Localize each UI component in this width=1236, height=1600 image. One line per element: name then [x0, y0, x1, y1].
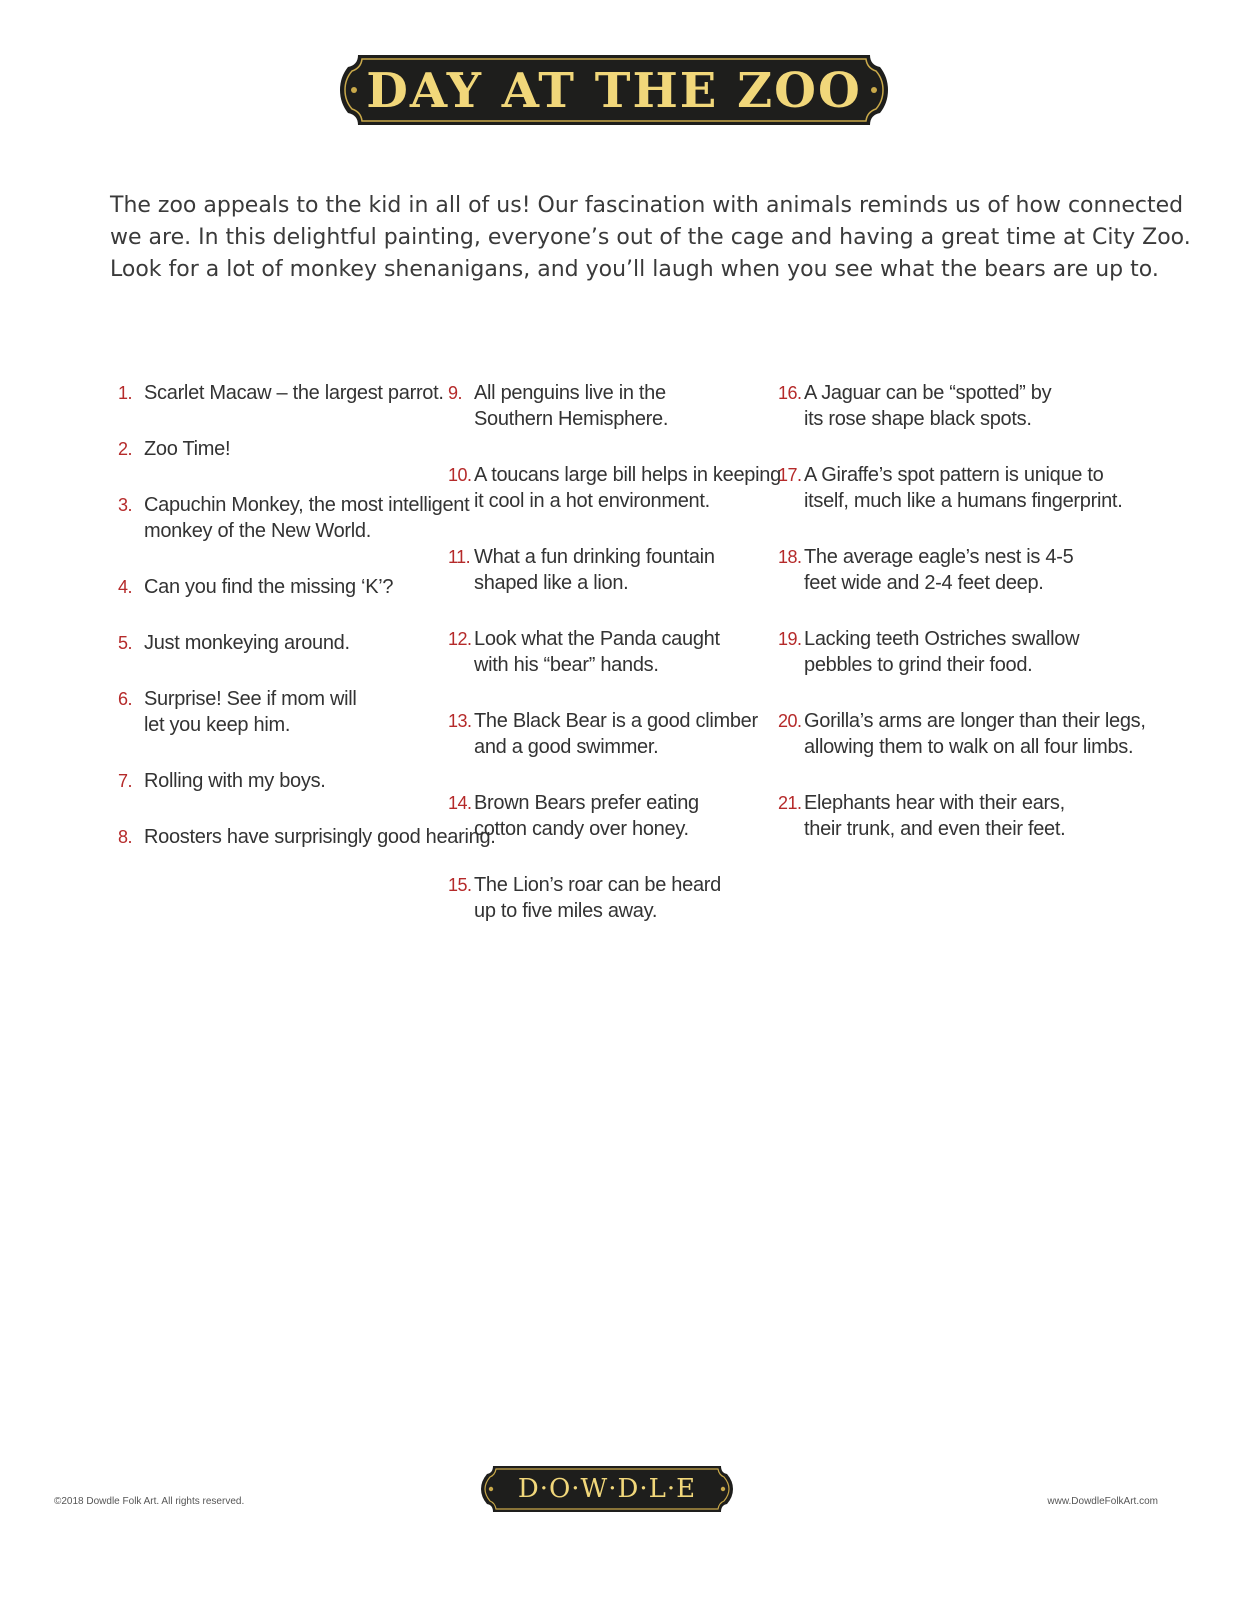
fact-number: 4. [118, 577, 133, 597]
fact-text: Capuchin Monkey, the most intelligent [144, 494, 470, 516]
fact-text: Brown Bears prefer eating [474, 792, 699, 814]
fact-text: let you keep him. [144, 714, 291, 736]
fact-text: The average eagle’s nest is 4-5 [804, 546, 1074, 568]
fact-item-3 [118, 492, 470, 544]
fact-number: 13. [448, 711, 472, 731]
fact-item-9 [448, 380, 788, 432]
fact-text: Just monkeying around. [144, 632, 350, 654]
page-title: DAY AT THE ZOO [366, 63, 862, 119]
fact-text: Rolling with my boys. [144, 770, 326, 792]
fact-number: 8. [118, 827, 133, 847]
fact-text: Scarlet Macaw – the largest parrot. [144, 382, 444, 404]
fact-text: Look what the Panda caught [474, 628, 720, 650]
fact-text: allowing them to walk on all four limbs. [804, 736, 1134, 758]
intro-paragraph [110, 190, 1191, 286]
fact-number: 21. [778, 793, 802, 813]
fact-text: Gorilla’s arms are longer than their legs, [804, 710, 1146, 732]
fact-number: 16. [778, 383, 802, 403]
fact-item-10 [448, 462, 788, 514]
fact-number: 10. [448, 465, 472, 485]
fact-item-21 [778, 790, 1118, 842]
fact-text: monkey of the New World. [144, 520, 371, 542]
fact-text: A toucans large bill helps in keeping [474, 464, 781, 486]
fact-item-8 [118, 824, 496, 850]
fact-text: with his “bear” hands. [474, 654, 659, 676]
fact-text: Surprise! See if mom will [144, 688, 357, 710]
fact-text: Zoo Time! [144, 438, 231, 460]
fact-item-4 [118, 574, 458, 600]
fact-text: Lacking teeth Ostriches swallow [804, 628, 1080, 650]
fact-text: What a fun drinking fountain [474, 546, 715, 568]
fact-item-6 [118, 686, 458, 738]
fact-number: 20. [778, 711, 802, 731]
fact-number: 18. [778, 547, 802, 567]
fact-text: All penguins live in the [474, 382, 666, 404]
fact-text: Southern Hemisphere. [474, 408, 669, 430]
fact-item-19 [778, 626, 1118, 678]
intro-line: we are. In this delightful painting, everyone’s out of the cage and having a great time at City Zoo. [110, 225, 1191, 250]
fact-item-13 [448, 708, 788, 760]
dowdle-logo [481, 1466, 733, 1512]
fact-number: 15. [448, 875, 472, 895]
intro-line: The zoo appeals to the kid in all of us! Our fascination with animals reminds us of how connected [110, 193, 1184, 218]
copyright-text: ©2018 Dowdle Folk Art. All rights reserved. [54, 1496, 245, 1507]
fact-item-7 [118, 768, 458, 794]
fact-text: and a good swimmer. [474, 736, 659, 758]
fact-item-15 [448, 872, 788, 924]
fact-text: pebbles to grind their food. [804, 654, 1033, 676]
fact-text: itself, much like a humans fingerprint. [804, 490, 1123, 512]
fact-item-1 [118, 380, 458, 406]
fact-item-18 [778, 544, 1118, 596]
facts-column-2 [448, 380, 788, 954]
fact-text: The Lion’s roar can be heard [474, 874, 721, 896]
fact-number: 6. [118, 689, 133, 709]
fact-item-11 [448, 544, 788, 596]
fact-number: 9. [448, 383, 463, 403]
fact-number: 19. [778, 629, 802, 649]
fact-item-16 [778, 380, 1118, 432]
fact-text: The Black Bear is a good climber [474, 710, 758, 732]
fact-text: shaped like a lion. [474, 572, 629, 594]
intro-line: Look for a lot of monkey shenanigans, and you’ll laugh when you see what the bears are up to. [110, 257, 1159, 282]
fact-item-17 [778, 462, 1123, 514]
title-plaque [340, 55, 888, 125]
fact-number: 3. [118, 495, 133, 515]
fact-text: their trunk, and even their feet. [804, 818, 1066, 840]
fact-text: A Giraffe’s spot pattern is unique to [804, 464, 1104, 486]
fact-text: Roosters have surprisingly good hearing. [144, 826, 496, 848]
website-link[interactable]: www.DowdleFolkArt.com [1047, 1496, 1158, 1507]
facts-column-3 [778, 380, 1146, 872]
fact-number: 5. [118, 633, 133, 653]
fact-text: Elephants hear with their ears, [804, 792, 1065, 814]
fact-number: 12. [448, 629, 472, 649]
fact-text: feet wide and 2-4 feet deep. [804, 572, 1044, 594]
fact-text: it cool in a hot environment. [474, 490, 710, 512]
fact-text: Can you find the missing ‘K’? [144, 576, 394, 598]
fact-number: 2. [118, 439, 133, 459]
fact-number: 7. [118, 771, 133, 791]
fact-text: A Jaguar can be “spotted” by [804, 382, 1052, 404]
fact-text: cotton candy over honey. [474, 818, 689, 840]
fact-number: 11. [448, 547, 471, 567]
fact-item-20 [778, 708, 1146, 760]
fact-text: its rose shape black spots. [804, 408, 1032, 430]
fact-number: 17. [778, 465, 802, 485]
fact-number: 14. [448, 793, 472, 813]
fact-item-2 [118, 436, 458, 462]
fact-number: 1. [118, 383, 133, 403]
fact-item-5 [118, 630, 458, 656]
fact-item-14 [448, 790, 788, 842]
fact-item-12 [448, 626, 788, 678]
logo-text: D·O·W·D·L·E [517, 1474, 697, 1504]
fact-text: up to five miles away. [474, 900, 658, 922]
